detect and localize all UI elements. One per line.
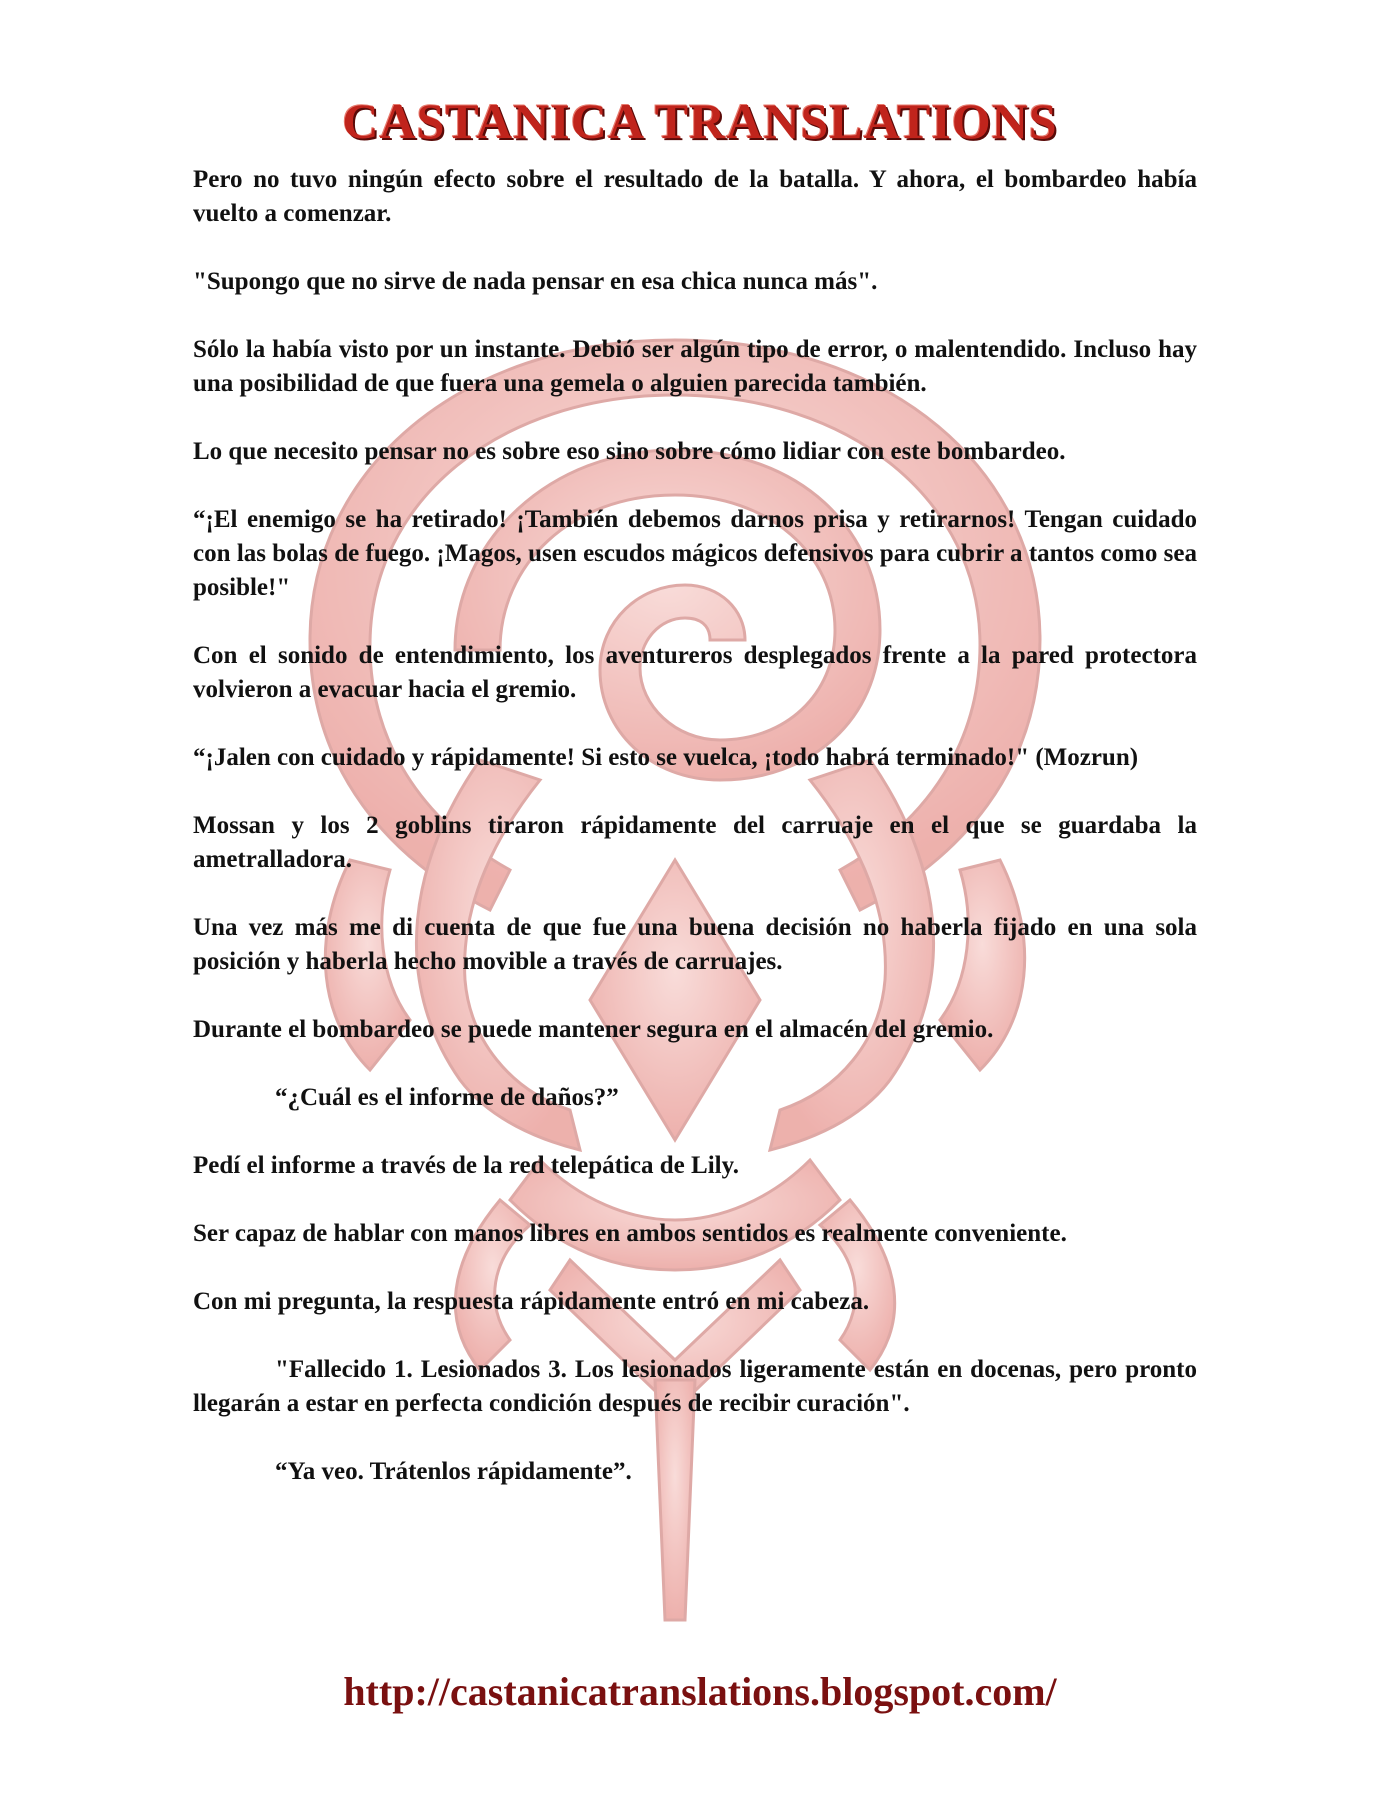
paragraph: “¿Cuál es el informe de daños?” bbox=[275, 1084, 619, 1111]
paragraph: “Ya veo. Trátenlos rápidamente”. bbox=[275, 1458, 632, 1485]
paragraph: Con el sonido de entendimiento, los aventureros desplegados frente a la pared protectora volvieron a evacuar hacia el gremio. bbox=[193, 642, 1197, 703]
paragraph: Mossan y los 2 goblins tiraron rápidamente del carruaje en el que se guardaba la ametralladora. bbox=[193, 812, 1197, 873]
paragraph: Durante el bombardeo se puede mantener segura en el almacén del gremio. bbox=[193, 1016, 994, 1043]
paragraph: Pero no tuvo ningún efecto sobre el resultado de la batalla. Y ahora, el bombardeo había vuelto a comenzar. bbox=[193, 166, 1197, 227]
paragraph: "Fallecido 1. Lesionados 3. Los lesionados ligeramente están en docenas, pero pronto llegarán a estar en perfecta condición después de recibir curación". bbox=[193, 1356, 1197, 1417]
footer-url-link[interactable]: http://castanicatranslations.blogspot.com/ bbox=[343, 1669, 1057, 1714]
document-body bbox=[193, 163, 1197, 1523]
paragraph: "Supongo que no sirve de nada pensar en esa chica nunca más". bbox=[193, 268, 878, 295]
paragraph: “¡Jalen con cuidado y rápidamente! Si esto se vuelca, ¡todo habrá terminado!" (Mozrun) bbox=[193, 744, 1139, 771]
paragraph: “¡El enemigo se ha retirado! ¡También debemos darnos prisa y retirarnos! Tengan cuidado con las bolas de fuego. ¡Magos, usen escudos mágicos defensivos para cubrir a tantos como sea posible!" bbox=[193, 506, 1197, 601]
paragraph: Con mi pregunta, la respuesta rápidamente entró en mi cabeza. bbox=[193, 1288, 870, 1315]
paragraph: Sólo la había visto por un instante. Debió ser algún tipo de error, o malentendido. Incluso hay una posibilidad de que fuera una gemela o alguien parecida también. bbox=[193, 336, 1197, 397]
paragraph: Pedí el informe a través de la red telepática de Lily. bbox=[193, 1152, 739, 1179]
paragraph: Lo que necesito pensar no es sobre eso sino sobre cómo lidiar con este bombardeo. bbox=[193, 438, 1066, 465]
paragraph: Ser capaz de hablar con manos libres en ambos sentidos es realmente conveniente. bbox=[193, 1220, 1067, 1247]
paragraph: Una vez más me di cuenta de que fue una buena decisión no haberla fijado en una sola posición y haberla hecho movible a través de carruajes. bbox=[193, 914, 1197, 975]
header-title: CASTANICA TRANSLATIONS bbox=[342, 93, 1058, 149]
